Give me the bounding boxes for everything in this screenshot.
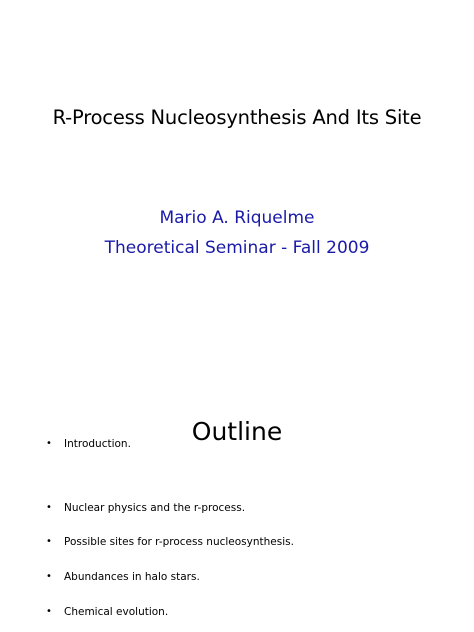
seminar-name: Theoretical Seminar - Fall 2009 [104, 238, 370, 258]
bullet-icon: • [46, 438, 52, 449]
outline-item-label: Possible sites for r-process nucleosynthesis. [64, 536, 294, 548]
outline-item-introduction [40, 435, 460, 453]
outline-item-possible-sites [40, 533, 460, 551]
outline-item-label: Chemical evolution. [64, 606, 169, 618]
outline-item-label: Nuclear physics and the r-process. [64, 502, 246, 514]
bullet-icon: • [46, 571, 52, 582]
bullet-icon: • [46, 536, 52, 547]
bullet-icon: • [46, 606, 52, 617]
slide-title: R-Process Nucleosynthesis And Its Site [52, 106, 422, 129]
outline-item-label: Abundances in halo stars. [64, 571, 200, 583]
outline-item-nuclear-physics [40, 499, 460, 517]
outline-item-label: Introduction. [64, 438, 131, 450]
bullet-icon: • [46, 502, 52, 513]
outline-item-chemical-evolution [40, 603, 460, 621]
outline-heading: Outline [191, 417, 283, 446]
outline-item-abundances [40, 568, 460, 586]
author-name: Mario A. Riquelme [159, 208, 315, 228]
